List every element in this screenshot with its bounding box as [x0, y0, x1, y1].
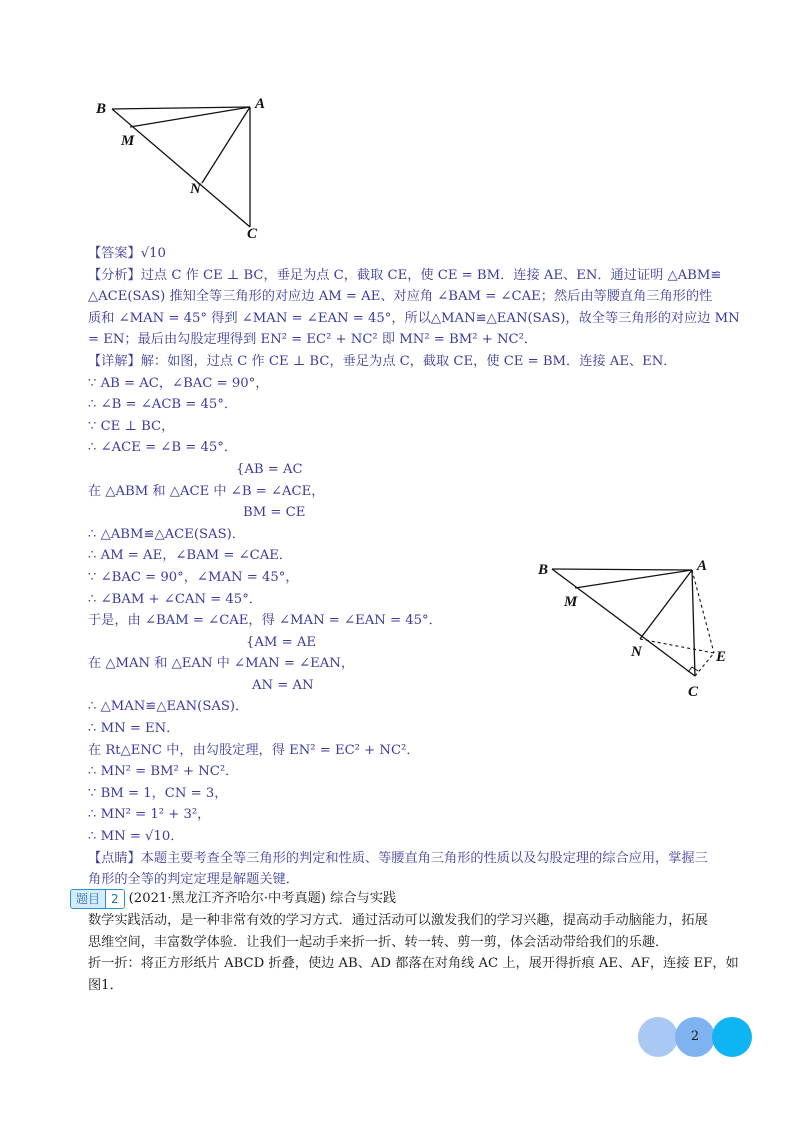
step: ∴ MN = √10． [88, 829, 184, 845]
step: ∴ △ABM≌△ACE(SAS)． [88, 526, 245, 542]
step: ∴ MN² = BM² + NC²． [88, 764, 239, 780]
step: ∴ MN = EN． [88, 721, 180, 737]
step-system-mid: 在 △MAN 和 △EAN 中 ∠MAN = ∠EAN， [88, 656, 355, 672]
step: ∴ ∠ACE = ∠B = 45°． [88, 440, 238, 456]
analysis-line-4: = EN；最后由勾股定理得到 EN² = EC² + NC² 即 MN² = BM² + NC²． [88, 332, 538, 348]
comment-line-1: 【点睛】本题主要考查全等三角形的判定和性质、等腰直角三角形的性质以及勾股定理的综合应用，掌握三 [88, 850, 708, 866]
question-header [70, 888, 740, 910]
label-b: B [538, 562, 549, 578]
analysis-line-2: △ACE(SAS) 推知全等三角形的对应边 AM = AE、对应角 ∠BAM = ∠CAE；然后由等腰直角三角形的性 [88, 289, 713, 305]
question-line: 数学实践活动，是一种非常有效的学习方式．通过活动可以激发我们的学习兴趣，提高动手动脑能力，拓展 [88, 913, 708, 928]
question-2 [70, 888, 740, 996]
label-m: M [121, 133, 135, 149]
question-badge-label: 题目 [71, 890, 105, 908]
label-c: C [688, 684, 699, 700]
question-badge-number: 2 [105, 890, 124, 908]
step: 于是，由 ∠BAM = ∠CAE，得 ∠MAN = ∠EAN = 45°． [88, 613, 442, 629]
step-system-bottom: BM = CE [243, 505, 306, 521]
detail-line-1: 【详解】解：如图，过点 C 作 CE ⊥ BC，垂足为点 C，截取 CE，使 CE = BM．连接 AE、EN． [88, 353, 677, 369]
step-system-bottom: AN = AN [252, 677, 314, 693]
figure-1 [90, 90, 280, 245]
page-indicator [638, 1017, 752, 1057]
answer-line [88, 243, 728, 265]
page-dot-right [712, 1017, 752, 1057]
step: ∵ CE ⊥ BC， [88, 418, 175, 434]
edge-an [202, 107, 250, 183]
step: ∴ △MAN≌△EAN(SAS)． [88, 699, 249, 715]
label-b: B [96, 101, 107, 117]
label-n: N [631, 644, 642, 660]
label-c: C [247, 226, 258, 242]
step: ∴ AM = AE，∠BAM = ∠CAE． [88, 548, 293, 564]
question-badge [70, 889, 125, 909]
comment-tag: 【点睛】 [88, 850, 141, 866]
analysis-line-1: 【分析】过点 C 作 CE ⊥ BC，垂足为点 C，截取 CE，使 CE = BM．连接 AE、EN．通过证明 △ABM≌ [88, 267, 722, 283]
label-a: A [697, 558, 708, 574]
step-system-top: {AB = AC [236, 461, 303, 477]
step: ∵ ∠BAC = 90°，∠MAN = 45°， [88, 569, 299, 585]
edge-am [130, 107, 250, 127]
step-system-top: {AM = AE [246, 634, 317, 650]
comment-line-2: 角形的全等的判定定理是解题关键． [88, 872, 299, 888]
label-a: A [255, 96, 266, 112]
solution-block [88, 243, 740, 891]
question-line: 思维空间，丰富数学体验．让我们一起动手来折一折、转一转、剪一剪，体会活动带给我们的乐趣． [88, 934, 669, 950]
question-line: 折一折：将正方形纸片 ABCD 折叠，使边 AB、AD 都落在对角线 AC 上，展开得折痕 AE、AF，连接 EF，如 [88, 956, 739, 972]
question-line: 图1． [88, 977, 123, 993]
edge-ba [112, 107, 250, 109]
detail-tag: 【详解】 [88, 353, 141, 369]
answer-value: √10 [140, 246, 166, 261]
step: ∵ BM = 1，CN = 3， [88, 785, 228, 801]
step: ∴ ∠B = ∠ACB = 45°． [88, 397, 238, 413]
step-system-mid: 在 △ABM 和 △ACE 中 ∠B = ∠ACE， [88, 483, 325, 499]
step: ∴ ∠BAM + ∠CAN = 45°． [88, 591, 262, 607]
label-e: E [716, 649, 727, 665]
step: ∴ MN² = 1² + 3²， [88, 807, 211, 823]
analysis-line-3: 质和 ∠MAN = 45° 得到 ∠MAN = ∠EAN = 45°，所以△MAN≌△EAN(SAS)，故全等三角形的对应边 MN [88, 310, 740, 326]
label-m: M [564, 594, 578, 610]
label-n: N [190, 181, 201, 197]
step: 在 Rt△ENC 中，由勾股定理，得 EN² = EC² + NC²． [88, 742, 420, 758]
question-source: (2021·黑龙江齐齐哈尔·中考真题) 综合与实践 [128, 891, 397, 907]
page-number: 2 [690, 1029, 700, 1044]
answer-tag: 【答案】 [88, 246, 141, 261]
analysis-tag: 【分析】 [88, 267, 141, 283]
step: ∵ AB = AC，∠BAC = 90°， [88, 375, 269, 391]
page-dot-left [638, 1017, 678, 1057]
